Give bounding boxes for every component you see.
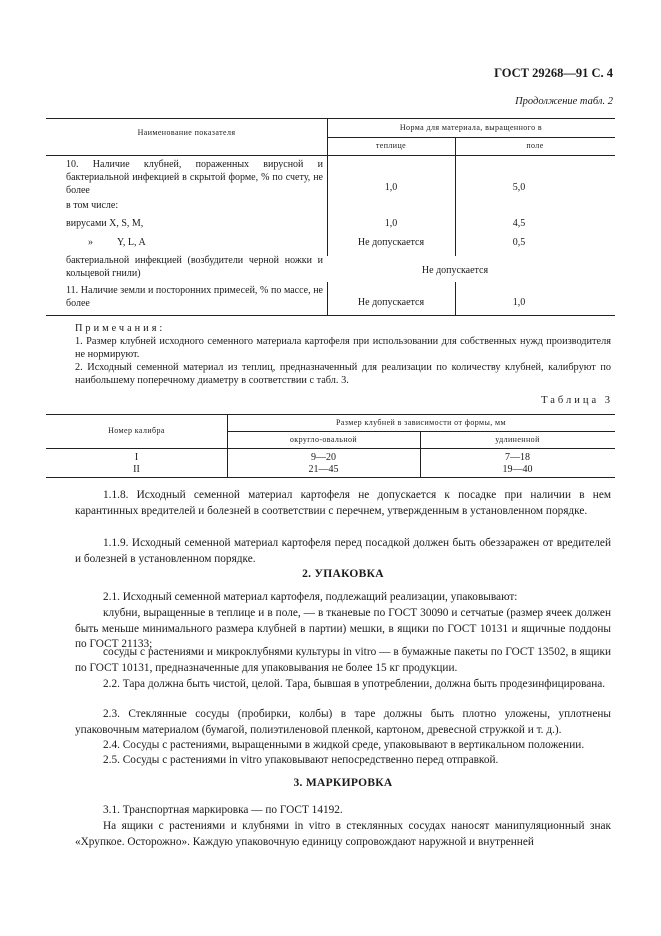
col-header-greenhouse: теплице xyxy=(375,141,407,150)
paragraph-2-1: 2.1. Исходный семенной материал картофеля, подлежащий реализации, упаковывают: xyxy=(103,591,518,603)
table-header-rule xyxy=(46,155,615,156)
table-row-name: вирусами X, S, M, xyxy=(66,218,144,229)
col-header-field: поле xyxy=(526,141,544,150)
table-subheader-rule xyxy=(327,137,615,138)
table-top-rule xyxy=(46,414,615,415)
table-bottom-rule xyxy=(46,477,615,478)
paragraph-2-5: 2.5. Сосуды с растениями in vitro упаковывают непосредственно перед отправкой. xyxy=(103,754,499,766)
ditto-mark: » xyxy=(88,237,93,248)
section-2-heading: 2. УПАКОВКА xyxy=(302,568,384,580)
table-subheader-rule xyxy=(227,431,615,432)
paragraph-3-1-a: На ящики с растениями и клубнями in vitro в стеклянных сосудах наносят манипуляционный знак «Хрупкое. Осторожно». Каждую упаковочную единицу сопровождают наружной и внутренней xyxy=(75,820,611,848)
table-3-label: Таблица 3 xyxy=(541,395,613,406)
table-row-name: бактериальной инфекцией (возбудители черной ножки и кольцевой гнили) xyxy=(66,255,323,279)
table-continuation-label: Продолжение табл. 2 xyxy=(515,96,613,107)
paragraph-2-4: 2.4. Сосуды с растениями, выращенными в жидкой среде, упаковывают в вертикальном положении. xyxy=(103,739,585,751)
table-row-name: 10. Наличие клубней, пораженных вирусной и бактериальной инфекцией в скрытой форме, % по счету, не более xyxy=(66,159,323,196)
table-row-name: 11. Наличие земли и посторонних примесей, % по массе, не более xyxy=(66,285,323,309)
table-cell-caliber: I xyxy=(134,452,139,463)
paragraph-3-1: 3.1. Транспортная маркировка — по ГОСТ 14192. xyxy=(103,804,343,816)
col-header-size: Размер клубней в зависимости от формы, мм xyxy=(335,418,506,427)
col-header-name: Наименование показателя xyxy=(137,128,236,137)
table-top-rule xyxy=(46,118,615,119)
table-cell-merged: Не допускается xyxy=(421,265,489,276)
table-cell-field: 0,5 xyxy=(512,237,526,248)
table-cell-greenhouse: 1,0 xyxy=(384,218,398,229)
table-row-name: в том числе: xyxy=(66,200,119,211)
page-header: ГОСТ 29268—91 С. 4 xyxy=(494,66,613,80)
table-cell-field: 1,0 xyxy=(512,297,526,308)
table-cell-round: 21—45 xyxy=(308,464,339,475)
col-header-caliber: Номер калибра xyxy=(108,426,165,435)
table-cell-long: 19—40 xyxy=(502,464,533,475)
note-item: 2. Исходный семенной материал из теплиц, предназначенный для реализации по количеству клубней, калибруют по наибольшему поперечному диаметру в соответствии с табл. 3. xyxy=(75,362,611,387)
table-cell-caliber: II xyxy=(133,464,140,475)
table-cell-greenhouse: 1,0 xyxy=(384,182,398,193)
col-header-long: удлиненной xyxy=(495,435,540,444)
paragraph-1-1-8: 1.1.8. Исходный семенной материал картофеля не допускается к посадке при наличии в нем карантинных вредителей и болезней в соответствии с перечнем, утвержденным в установленном порядке. xyxy=(75,489,611,517)
table-bottom-rule xyxy=(46,315,615,316)
table-cell-field: 5,0 xyxy=(512,182,526,193)
notes-title: Примечания: xyxy=(75,323,166,334)
table-cell-greenhouse: Не допускается xyxy=(357,297,425,308)
note-item: 1. Размер клубней исходного семенного материала картофеля при использовании для собственных нужд производителя не нормируют. xyxy=(75,336,611,361)
table-cell-round: 9—20 xyxy=(311,452,336,463)
section-3-heading: 3. МАРКИРОВКА xyxy=(293,777,393,789)
table-header-rule xyxy=(46,448,615,449)
col-header-norm: Норма для материала, выращенного в xyxy=(399,123,543,132)
paragraph-2-1-b: сосуды с растениями и микроклубнями культуры in vitro — в бумажные пакеты по ГОСТ 13502, в ящики по ГОСТ 10131, предназначенные для упаковывания не более 15 кг продукции. xyxy=(75,646,611,674)
paragraph-2-1-a: клубни, выращенные в теплице и в поле, — в тканевые по ГОСТ 30090 и сетчатые (размер ячеек должен быть меньше минимального размера клубней в партии) мешки, в ящики по ГОСТ 10131 и ящичные поддоны по ГОСТ 21133; xyxy=(75,607,611,650)
paragraph-2-3: 2.3. Стеклянные сосуды (пробирки, колбы) в таре должны быть плотно уложены, уплотнены упаковочным материалом (бумагой, полиэтиленовой пленкой, картоном, древесной стружкой и т. д.). xyxy=(75,708,611,736)
table-row-name: Y, L, A xyxy=(117,237,146,248)
paragraph-1-1-9: 1.1.9. Исходный семенной материал картофеля перед посадкой должен быть обеззаражен от вредителей и болезней в установленном порядке. xyxy=(75,537,611,565)
col-header-round: округло-овальной xyxy=(289,435,358,444)
table-cell-long: 7—18 xyxy=(505,452,530,463)
paragraph-2-2: 2.2. Тара должна быть чистой, целой. Тара, бывшая в употреблении, должна быть продезинфицирована. xyxy=(103,678,606,690)
table-cell-field: 4,5 xyxy=(512,218,526,229)
table-cell-greenhouse: Не допускается xyxy=(357,237,425,248)
